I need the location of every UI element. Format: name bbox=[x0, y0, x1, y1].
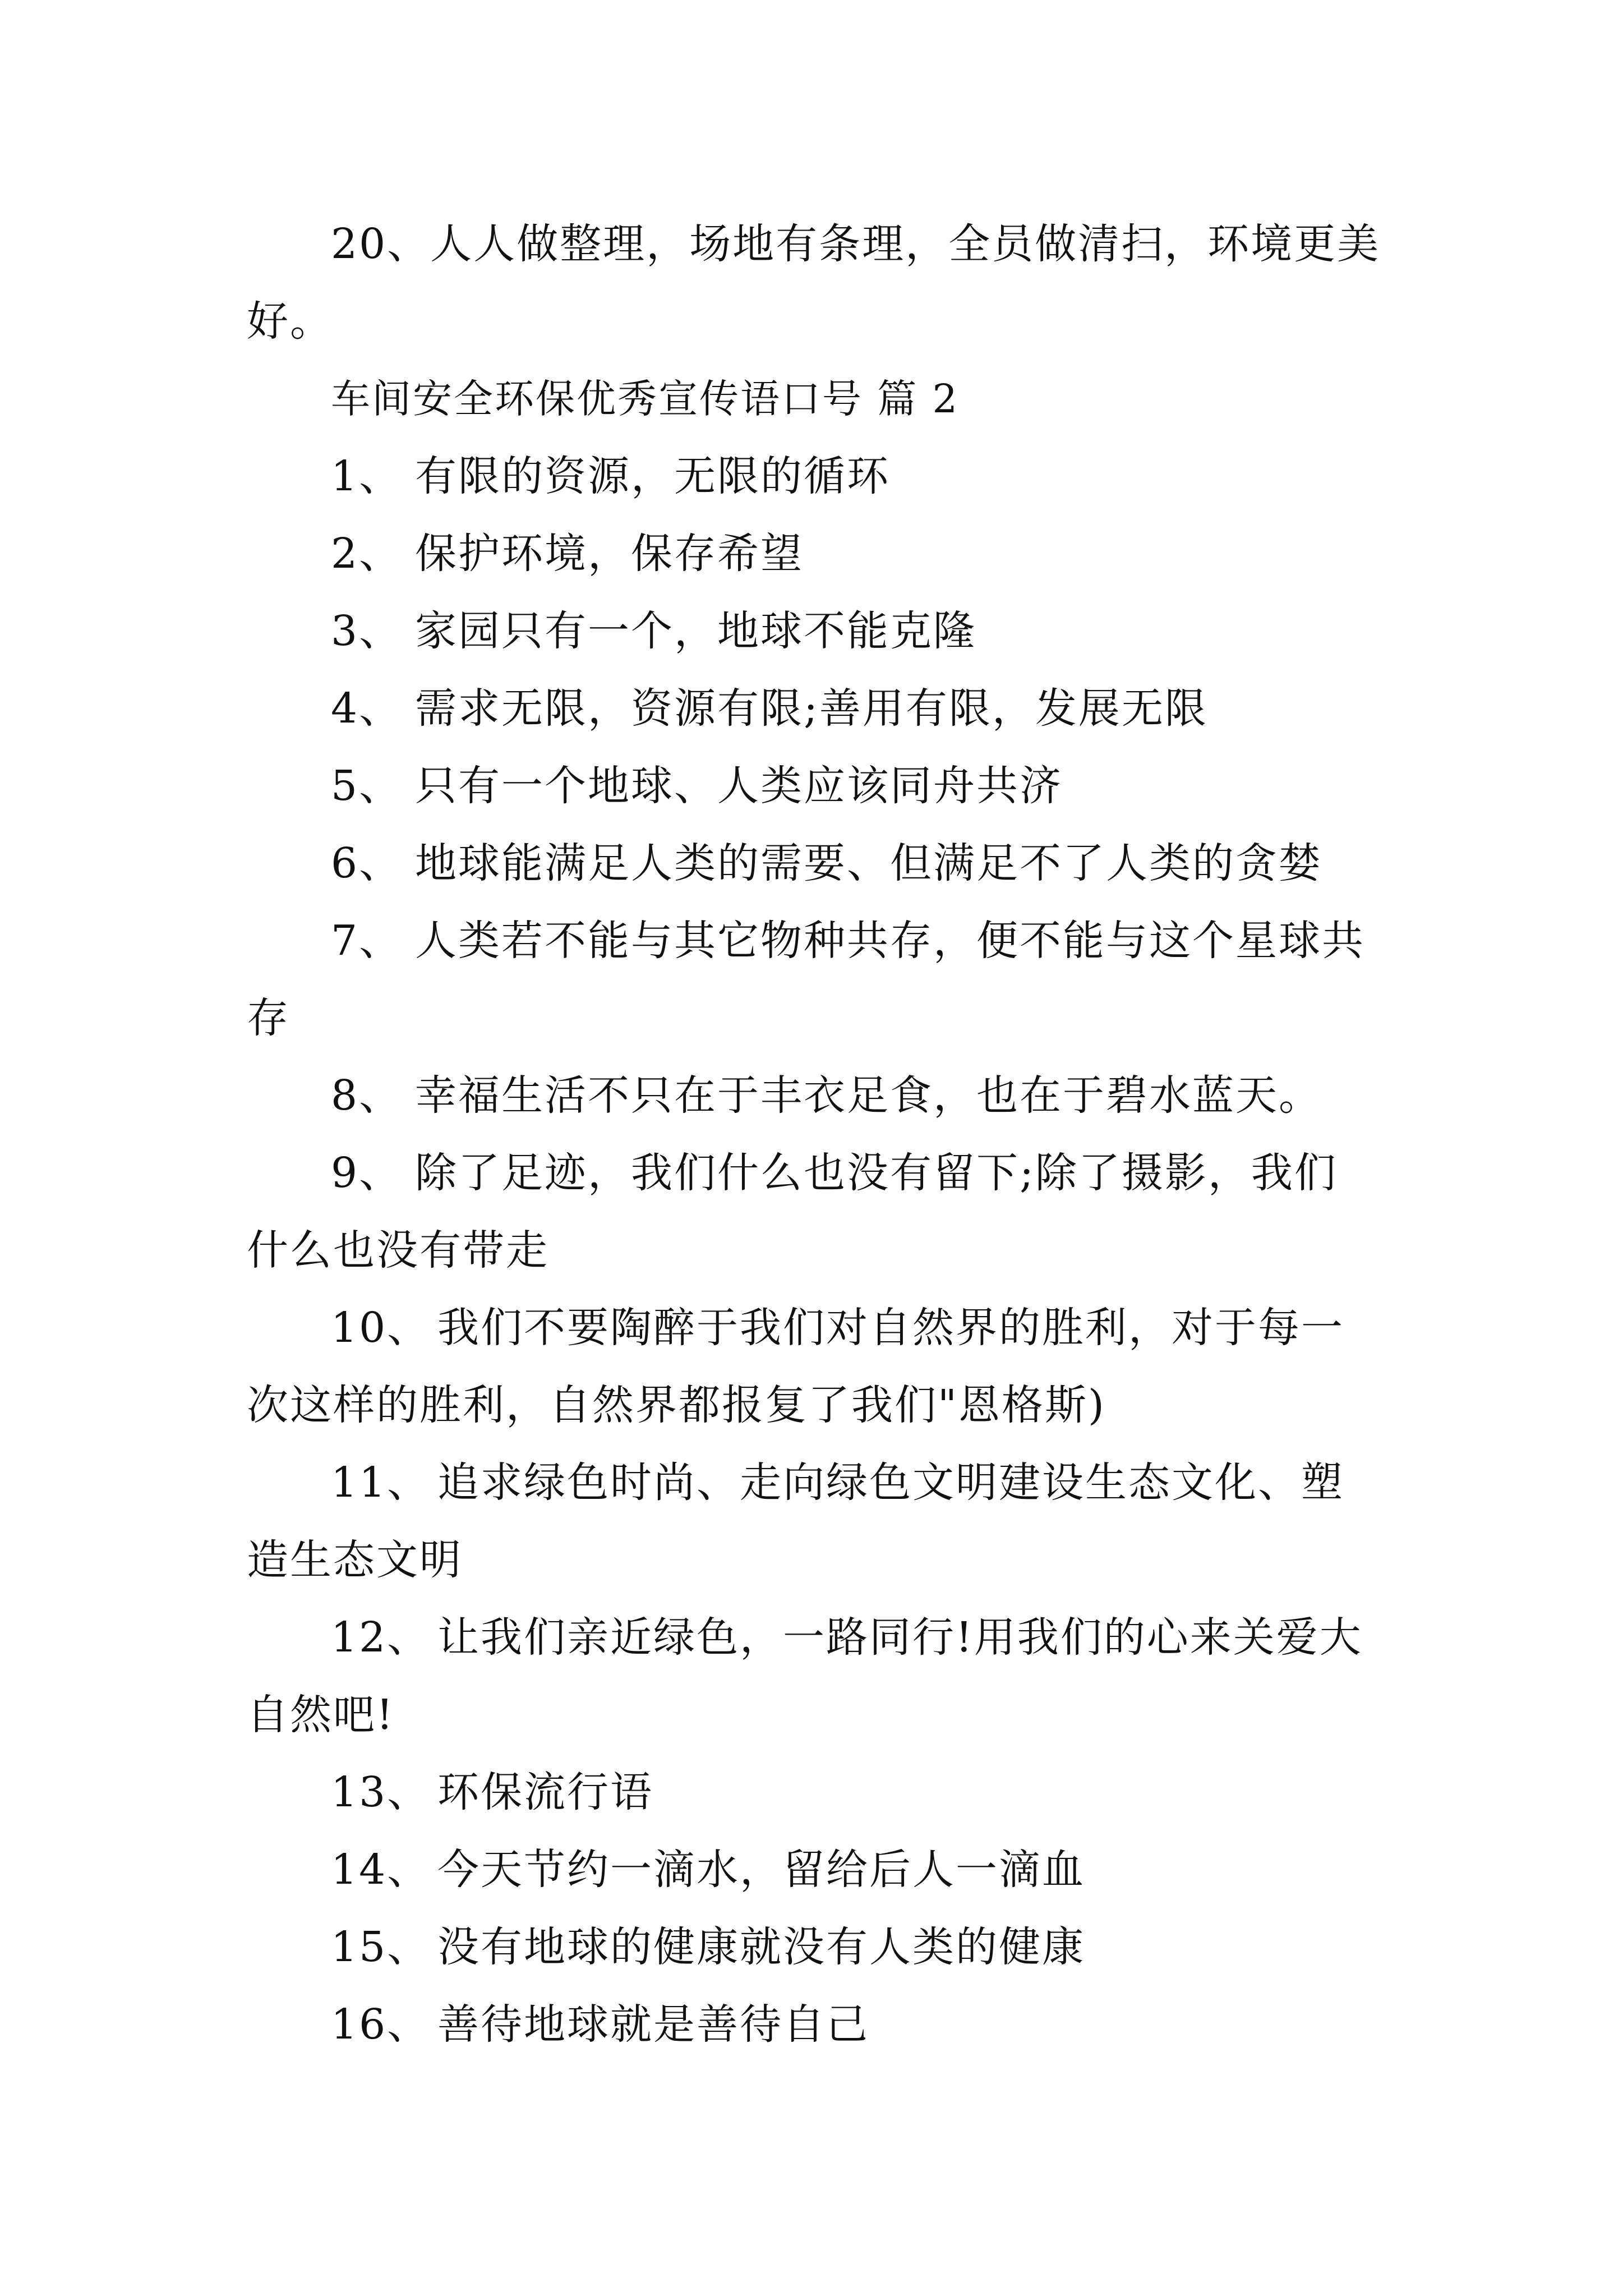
slogan-7-line-1 bbox=[331, 907, 1385, 974]
item-text: 家园只有一个，地球不能克隆 bbox=[415, 607, 976, 655]
slogan-15 bbox=[331, 1913, 1385, 1981]
item-number: 15、 bbox=[331, 1923, 431, 1971]
item-number: 7、 bbox=[331, 917, 403, 965]
item-number: 9、 bbox=[331, 1149, 403, 1197]
item-text: 幸福生活不只在于丰衣足食，也在于碧水蓝天。 bbox=[415, 1071, 1322, 1120]
item-number: 10、 bbox=[331, 1304, 431, 1352]
heading-text: 车间安全环保优秀宣传语口号 篇 2 bbox=[331, 376, 960, 422]
slogan-12-line-1 bbox=[331, 1604, 1385, 1671]
item-number: 14、 bbox=[331, 1846, 431, 1894]
slogan-3 bbox=[331, 597, 1385, 665]
item-number: 13、 bbox=[331, 1768, 431, 1816]
slogan-7-line-2 bbox=[247, 984, 1385, 1052]
item-number: 6、 bbox=[331, 839, 403, 887]
item-text: 善待地球就是善待自己 bbox=[437, 2000, 869, 2049]
item-number: 2、 bbox=[331, 530, 403, 578]
section-heading bbox=[331, 365, 1469, 432]
slogan-6 bbox=[331, 830, 1385, 897]
item-text: 什么也没有带走 bbox=[247, 1226, 549, 1274]
slogan-9-line-2 bbox=[247, 1217, 1385, 1284]
item-number: 12、 bbox=[331, 1613, 431, 1662]
item-text: 只有一个地球、人类应该同舟共济 bbox=[415, 762, 1063, 810]
slogan-13 bbox=[331, 1759, 1385, 1826]
item-number: 8、 bbox=[331, 1071, 403, 1120]
item-text: 存 bbox=[247, 994, 290, 1042]
slogan-11-line-1 bbox=[331, 1449, 1385, 1516]
item-text: 让我们亲近绿色，一路同行!用我们的心来关爱大 bbox=[437, 1613, 1363, 1662]
slogan-2 bbox=[331, 520, 1385, 587]
item-text: 地球能满足人类的需要、但满足不了人类的贪婪 bbox=[415, 839, 1322, 887]
paragraph-text: 20、人人做整理，场地有条理，全员做清扫，环境更美 bbox=[331, 220, 1381, 268]
item-number: 3、 bbox=[331, 607, 403, 655]
slogan-4 bbox=[331, 675, 1385, 742]
slogan-14 bbox=[331, 1836, 1385, 1903]
slogan-9-line-1 bbox=[331, 1139, 1385, 1207]
slogan-10-line-1 bbox=[331, 1294, 1385, 1361]
item-text: 造生态文明 bbox=[247, 1536, 463, 1584]
slogan-1 bbox=[331, 443, 1385, 510]
slogan-8 bbox=[331, 1062, 1385, 1129]
item-text: 保护环境，保存希望 bbox=[415, 530, 804, 578]
item-number: 11、 bbox=[331, 1458, 431, 1507]
item-number: 4、 bbox=[331, 684, 403, 733]
slogan-11-line-2 bbox=[247, 1526, 1385, 1594]
item-text: 环保流行语 bbox=[437, 1768, 653, 1816]
item-text: 有限的资源，无限的循环 bbox=[415, 452, 890, 500]
item-text: 自然吧! bbox=[247, 1691, 395, 1739]
item-number: 1、 bbox=[331, 452, 403, 500]
item-text: 追求绿色时尚、走向绿色文明建设生态文化、塑 bbox=[437, 1458, 1344, 1507]
item-text: 次这样的胜利，自然界都报复了我们"恩格斯) bbox=[247, 1381, 1106, 1429]
item-text: 没有地球的健康就没有人类的健康 bbox=[437, 1923, 1085, 1971]
paragraph-text: 好。 bbox=[247, 297, 333, 346]
slogan-5 bbox=[331, 752, 1385, 820]
item-number: 16、 bbox=[331, 2000, 431, 2049]
item-text: 需求无限，资源有限;善用有限，发展无限 bbox=[415, 684, 1208, 733]
slogan-16 bbox=[331, 1991, 1385, 2058]
slogan-12-line-2 bbox=[247, 1681, 1385, 1749]
slogan-20-line-1 bbox=[331, 210, 1385, 278]
slogan-20-line-2 bbox=[247, 288, 1385, 355]
item-text: 人类若不能与其它物种共存，便不能与这个星球共 bbox=[415, 917, 1365, 965]
item-text: 我们不要陶醉于我们对自然界的胜利，对于每一 bbox=[437, 1304, 1344, 1352]
slogan-10-line-2 bbox=[247, 1372, 1385, 1439]
item-text: 除了足迹，我们什么也没有留下;除了摄影，我们 bbox=[415, 1149, 1338, 1197]
item-text: 今天节约一滴水，留给后人一滴血 bbox=[437, 1846, 1085, 1894]
item-number: 5、 bbox=[331, 762, 403, 810]
